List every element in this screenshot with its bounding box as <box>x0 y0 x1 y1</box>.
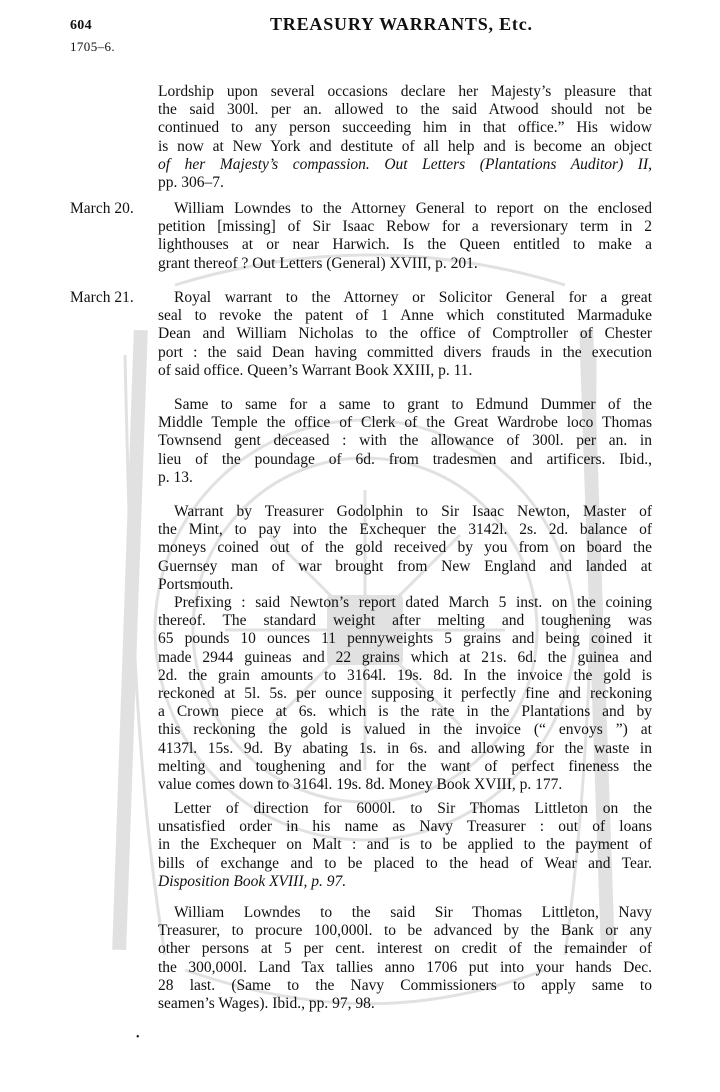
text-line: pp. 306–7. <box>158 174 224 192</box>
text-line: petition [missing] of Sir Isaac Rebow for a reversionary term in 2 <box>158 218 652 236</box>
text-line: Middle Temple the office of Clerk of the Great Wardrobe loco Thomas <box>158 414 652 432</box>
year-heading: 1705–6. <box>70 39 116 54</box>
text-line: of her Majesty’s compassion. Out Letters (Plantations Auditor) II, <box>158 155 652 173</box>
text-line: melting and toughening and for the want of perfect fineness the <box>158 757 652 775</box>
text-line: seamen’s Wages). Ibid., pp. 97, 98. <box>158 995 375 1013</box>
entry-great-wardrobe <box>158 396 652 487</box>
entry-rebow-lighthouses <box>158 200 652 273</box>
entry-date: March 21. <box>70 289 134 306</box>
text-line: made 2944 guineas and 22 grains which at 21s. 6d. the guinea and <box>158 648 652 666</box>
text-line: the 300,000l. Land Tax tallies anno 1706 put into your hands Dec. <box>158 958 652 976</box>
text-line: 28 last. (Same to the Navy Commissioners to apply same to <box>158 976 652 994</box>
text-line: Royal warrant to the Attorney or Solicitor General for a great <box>174 289 652 306</box>
entry-atwood-widow <box>158 83 652 192</box>
text-line: a Crown piece at 6s. which is the rate in the Plantations and by <box>158 703 652 721</box>
text-line: Townsend gent deceased : with the allowance of 300l. per an. in <box>158 432 652 450</box>
text-line: Same to same for a same to grant to Edmund Dummer of the <box>174 396 652 413</box>
running-head: TREASURY WARRANTS, Etc. <box>270 14 533 34</box>
entry-bank-advance <box>158 904 652 1013</box>
text-line: 4137l. 15s. 9d. By abating 1s. in 6s. and allowing for the waste in <box>158 739 652 757</box>
text-line: Warrant by Treasurer Godolphin to Sir Isaac Newton, Master of <box>174 503 652 520</box>
text-line: seal to revoke the patent of 1 Anne which constituted Marmaduke <box>158 307 652 325</box>
text-line: this reckoning the gold is valued in the invoice (“ envoys ”) at <box>158 721 652 739</box>
text-line: p. 13. <box>158 468 193 486</box>
text-line: continued to any person succeeding him in that office.” His widow <box>158 119 652 137</box>
text-line: Disposition Book XVIII, p. 97. <box>158 872 347 890</box>
text-line: value comes down to 3164l. 19s. 8d. Money Book XVIII, p. 177. <box>158 776 563 794</box>
entry-chester-port <box>158 289 652 380</box>
entry-newton-gold <box>158 503 652 794</box>
text-line: Lordship upon several occasions declare her Majesty’s pleasure that <box>158 83 652 100</box>
text-line: 2d. the grain amounts to 3164l. 19s. 8d. In the invoice the gold is <box>158 666 652 684</box>
text-line: Prefixing : said Newton’s report dated March 5 inst. on the coining <box>174 594 652 612</box>
text-line: Guernsey man of war brought from New England and landed at <box>158 557 652 575</box>
text-line: is now at New York and destitute of all help and is become an object <box>158 137 652 155</box>
text-line: thereof. The standard weight after melting and toughening was <box>158 612 652 630</box>
page-number: 604 <box>70 18 92 33</box>
text-line: the said 300l. per an. allowed to the said Atwood should not be <box>158 101 652 119</box>
text-line: lighthouses at or near Harwich. Is the Queen entitled to make a <box>158 236 652 254</box>
text-line: lieu of the poundage of 6d. from tradesmen and artificers. Ibid., <box>158 450 652 468</box>
text-line: the Mint, to pay into the Exchequer the 3142l. 2s. 2d. balance of <box>158 521 652 539</box>
text-line: unsatisfied order in his name as Navy Treasurer : out of loans <box>158 818 652 836</box>
text-line: William Lowndes to the said Sir Thomas Littleton, Navy <box>174 904 652 921</box>
text-line: Letter of direction for 6000l. to Sir Thomas Littleton on the <box>174 800 652 817</box>
text-line: grant thereof ? Out Letters (General) XVIII, p. 201. <box>158 254 478 272</box>
text-line: Portsmouth. <box>158 575 234 593</box>
text-line: moneys coined out of the gold received by you from on board the <box>158 539 652 557</box>
text-line: other persons at 5 per cent. interest on credit of the remainder of <box>158 940 652 958</box>
text-line: in the Exchequer on Malt : and is to be applied to the payment of <box>158 836 652 854</box>
entry-date: March 20. <box>70 200 134 217</box>
text-line: William Lowndes to the Attorney General to report on the enclosed <box>174 200 652 217</box>
text-line: 65 pounds 10 ounces 11 pennyweights 5 grains and being coined it <box>158 630 652 648</box>
text-line: reckoned at 5l. 5s. per ounce supposing it perfectly fine and reckoning <box>158 685 652 703</box>
text-line: port : the said Dean having committed divers frauds in the execution <box>158 343 652 361</box>
text-line: bills of exchange and to be placed to the head of Wear and Tear. <box>158 854 652 872</box>
page-mark: • <box>136 1032 140 1043</box>
text-line: Treasurer, to procure 100,000l. to be advanced by the Bank or any <box>158 922 652 940</box>
text-line: Dean and William Nicholas to the office of Comptroller of Chester <box>158 325 652 343</box>
text-line: of said office. Queen’s Warrant Book XXIII, p. 11. <box>158 361 473 379</box>
entry-navy-treasurer-malt <box>158 800 652 891</box>
